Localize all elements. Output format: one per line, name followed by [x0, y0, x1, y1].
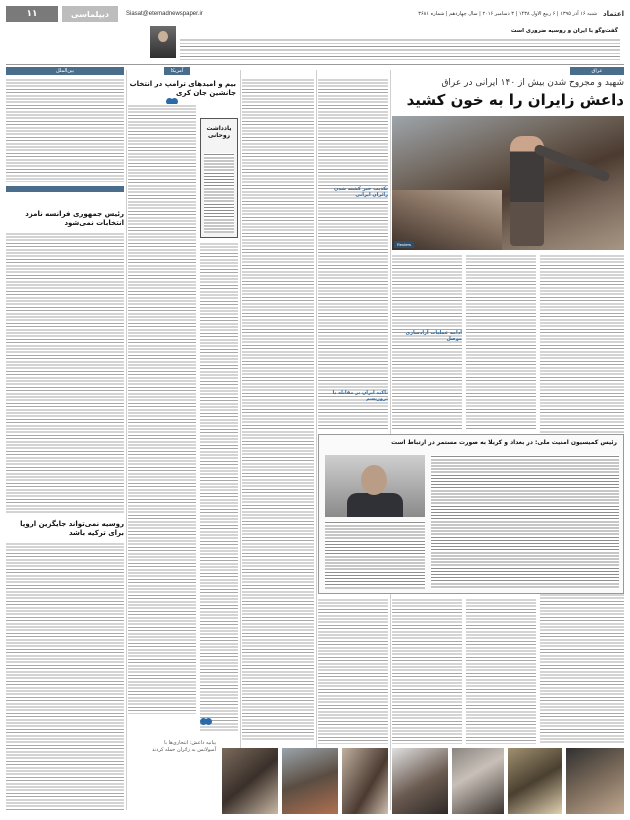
newspaper-logo: اعتماد: [603, 10, 624, 18]
article-subhead: تکذیب خبر کشته شدن زائران ایرانی: [334, 186, 388, 198]
photo-credit: Reuters: [394, 241, 414, 248]
note-box: [200, 118, 238, 238]
article-text: [392, 598, 462, 744]
author-photo: [150, 26, 176, 58]
section-label: دیپلماسی: [62, 6, 118, 22]
photo-arm: [533, 143, 611, 182]
main-kicker: شهید و مجروح شدن بیش از ۱۴۰ ایرانی در عراق: [441, 78, 624, 88]
article-text: [242, 78, 314, 740]
strip-photo: [566, 748, 624, 814]
left-headline-1[interactable]: رئیس جمهوری فرانسه نامزد انتخابات نمی‌شود: [25, 210, 124, 227]
article-subhead: ادامه عملیات آزادسازی موصل: [405, 330, 462, 342]
article-subhead: تاکید ایران بر مقابله با تروریسم: [332, 390, 388, 402]
left-divider-bar: [6, 186, 124, 192]
main-headline[interactable]: داعش زایران را به خون کشید: [406, 91, 624, 109]
strip-photo: [452, 748, 504, 814]
interview-box: [318, 434, 624, 594]
strip-photo: [342, 748, 388, 814]
column-rule: [316, 70, 317, 810]
article-text: [6, 232, 124, 514]
article-text: [200, 242, 238, 732]
interview-photo: [325, 455, 425, 517]
strip-photo: [392, 748, 448, 814]
news-brief: [6, 78, 124, 182]
page-header: [6, 6, 624, 22]
interview-text: [431, 455, 619, 589]
article-text: [128, 104, 196, 714]
photo-strip-caption: بیانیه داعش: انتحاری‌ها با آمبولانس به زائران حمله کردند: [152, 740, 216, 753]
note-box-text: [204, 153, 234, 233]
article-text: [6, 542, 124, 812]
strip-photo: [282, 748, 338, 814]
date-line: شنبه ۱۶ آذر ۱۳۹۵ | ۶ ربیع الاول ۱۴۳۸ | ۳ دسامبر ۲۰۱۶ | سال چهاردهم | شماره ۳۶۸۱: [418, 11, 598, 17]
strip-photo: [508, 748, 562, 814]
strip-photo: [222, 748, 278, 814]
mid-headline[interactable]: بیم و امیدهای ترامپ در انتخاب جانشین جان کری: [129, 80, 236, 97]
section-email[interactable]: Siasat@etemadnewspaper.ir: [126, 11, 203, 17]
interview-title[interactable]: رئیس کمیسیون امنیت ملی: در بغداد و کربلا به صورت مستمر در ارتباط است: [391, 439, 617, 446]
opinion-header: [150, 26, 624, 62]
column-rule: [240, 70, 241, 810]
section-tag-america: آمریکا: [164, 67, 190, 75]
main-photo: [392, 116, 624, 250]
article-text: [318, 78, 388, 430]
header-divider: [6, 64, 624, 65]
quote-icon: [200, 718, 220, 728]
article-text: [318, 598, 388, 744]
left-headline-2[interactable]: روسیه نمی‌تواند جایگزین اروپا برای ترکیه باشد: [20, 520, 124, 537]
section-tag-iraq: عراق: [570, 67, 624, 75]
section-tag-international: بین‌الملل: [6, 67, 124, 75]
interview-text: [325, 521, 425, 589]
article-text: [466, 598, 536, 744]
opinion-body: [180, 38, 620, 60]
article-text: [392, 254, 462, 430]
note-box-title: یادداشت روحانی: [206, 125, 232, 139]
column-rule: [126, 70, 127, 810]
page-number: ۱۱: [6, 6, 58, 22]
article-text: [466, 254, 536, 430]
opinion-title: گفت‌وگو با ایران و روسیه ضروری است: [510, 28, 618, 34]
